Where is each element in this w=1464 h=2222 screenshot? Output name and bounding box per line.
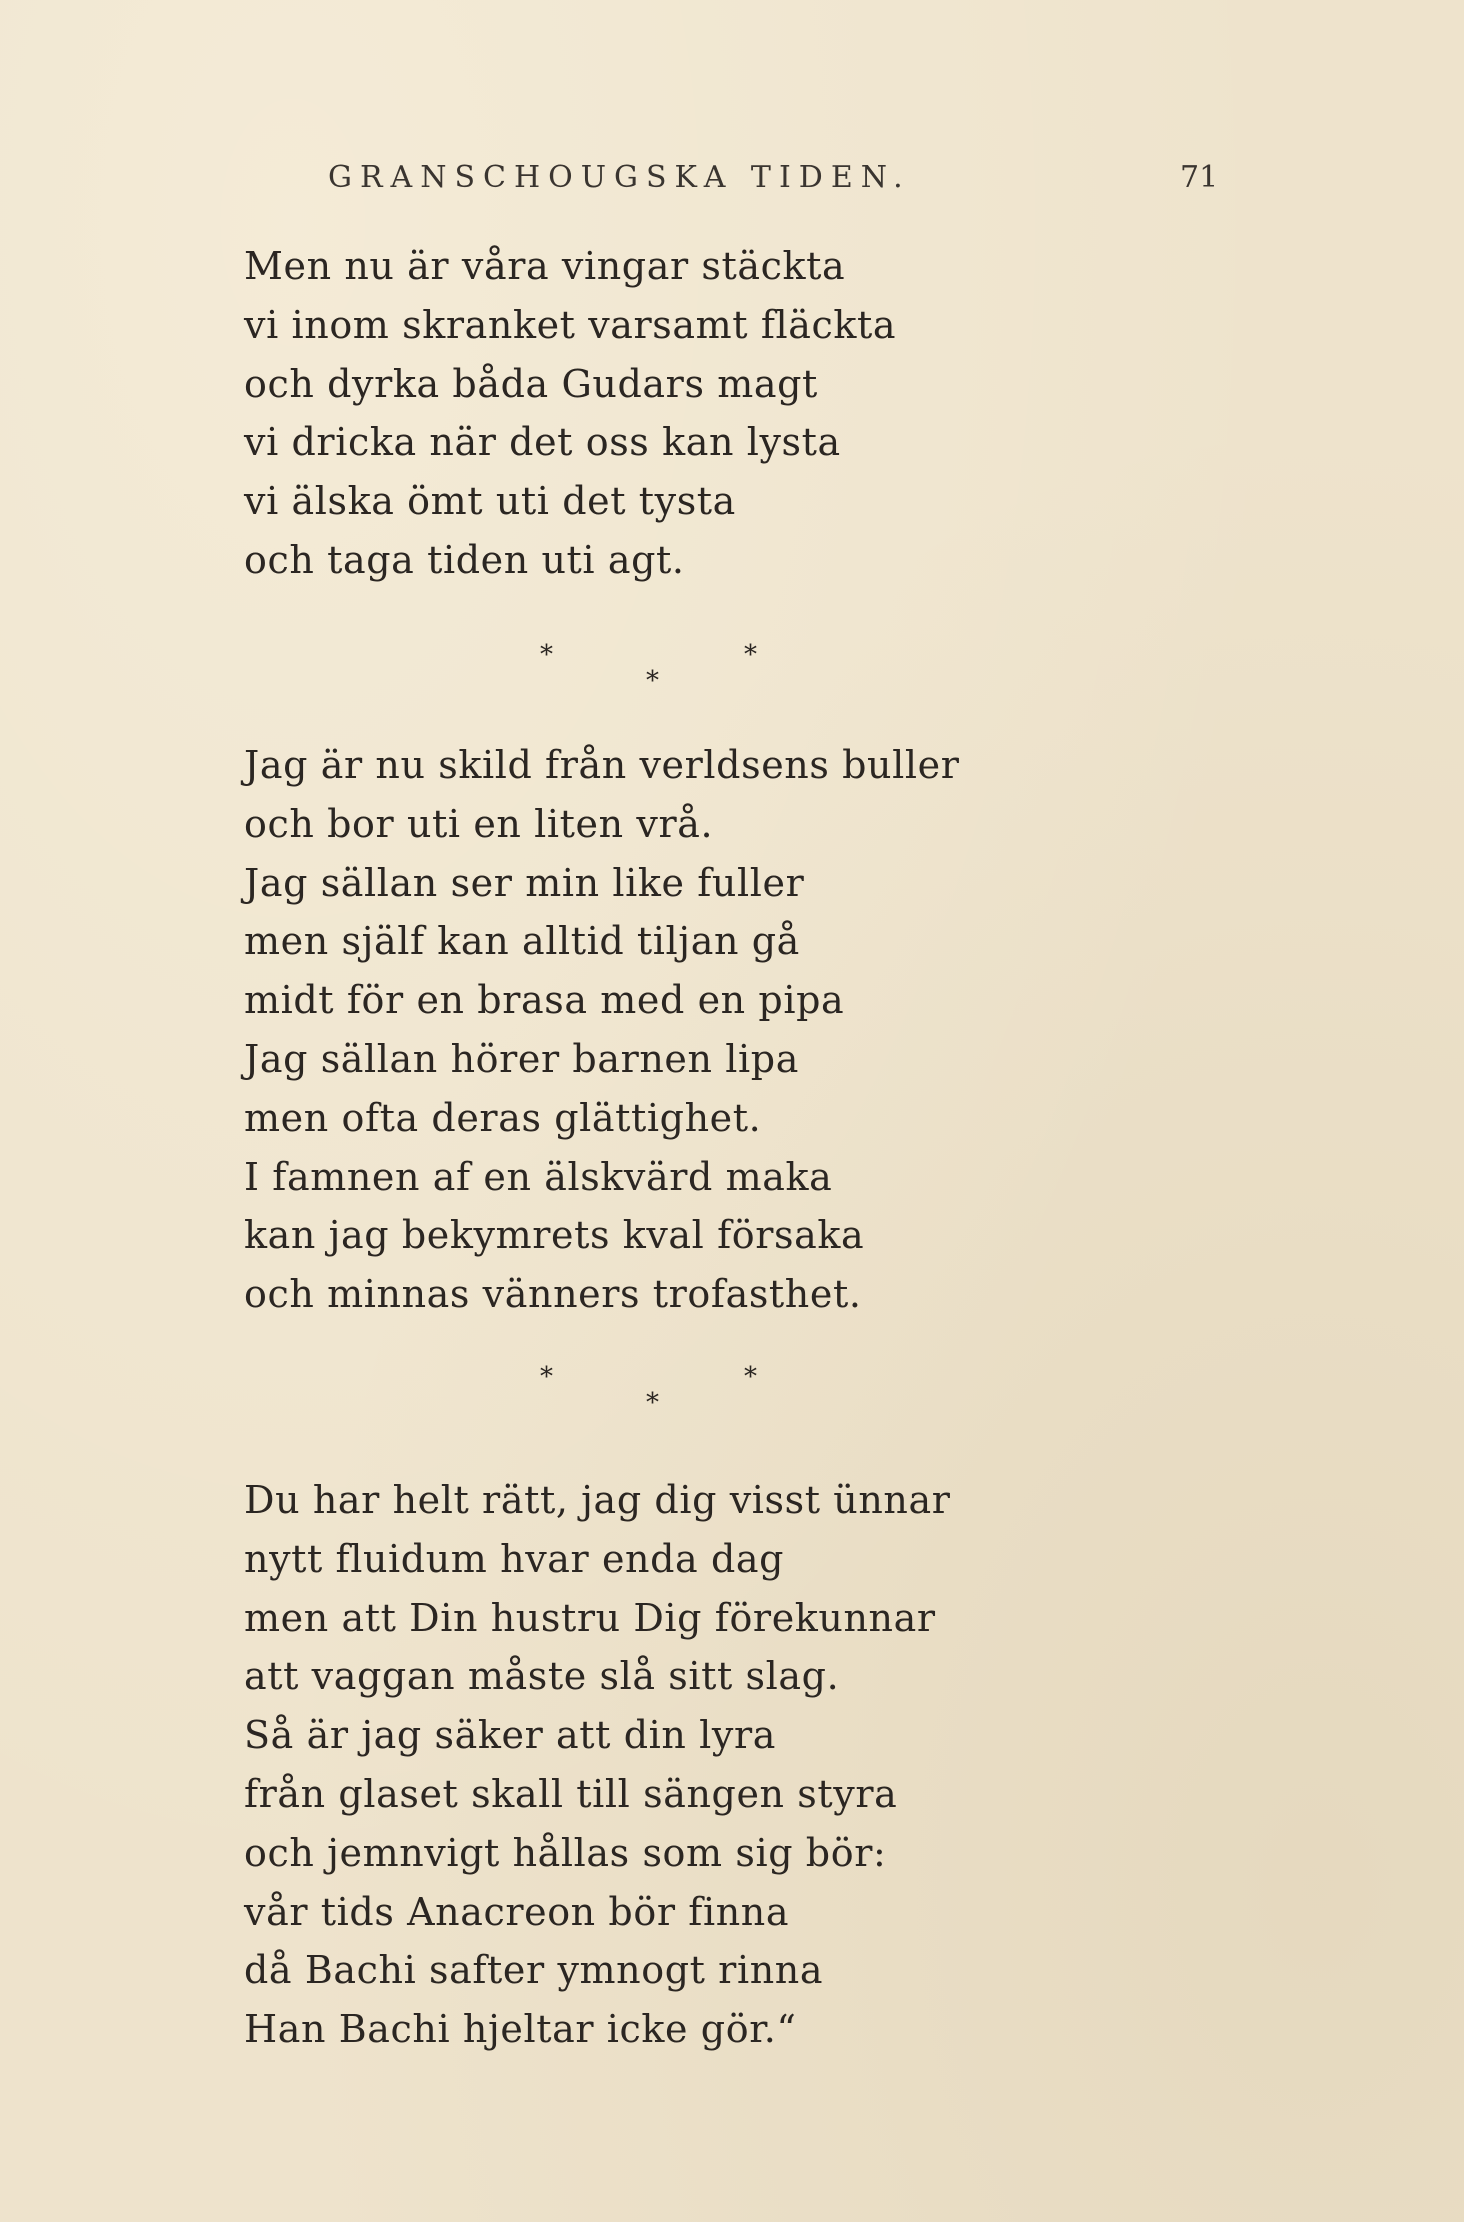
verse-line: I famnen af en älskvärd maka bbox=[244, 1154, 833, 1199]
verse-line: Men nu är våra vingar stäckta bbox=[244, 244, 846, 288]
verse-line: vi dricka när det oss kan lysta bbox=[244, 420, 841, 465]
asterism-star: * bbox=[540, 1362, 553, 1392]
asterism-divider-1 bbox=[0, 640, 1464, 700]
page-number: 71 bbox=[1180, 160, 1219, 195]
verse-line: Jag sällan ser min like fuller bbox=[244, 860, 805, 905]
verse-line: midt för en brasa med en pipa bbox=[244, 978, 845, 1023]
verse-line: men att Din hustru Dig förekunnar bbox=[244, 1595, 936, 1640]
verse-line: då Bachi safter ymnogt rinna bbox=[244, 1948, 824, 1993]
verse-line: Jag är nu skild från verldsens buller bbox=[244, 743, 960, 787]
stanza-1 bbox=[244, 237, 896, 590]
verse-line: nytt fluidum hvar enda dag bbox=[244, 1536, 785, 1581]
verse-line: och bor uti en liten vrå. bbox=[244, 801, 714, 846]
verse-line: vi älska ömt uti det tysta bbox=[244, 479, 736, 524]
verse-line: Jag sällan hörer barnen lipa bbox=[244, 1036, 799, 1081]
running-head bbox=[0, 160, 1464, 210]
verse-line: från glaset skall till sängen styra bbox=[244, 1771, 898, 1816]
asterism-star: * bbox=[540, 640, 553, 670]
asterism-star: * bbox=[646, 666, 659, 696]
verse-line: men själf kan alltid tiljan gå bbox=[244, 919, 800, 964]
verse-line: men ofta deras glättighet. bbox=[244, 1095, 762, 1140]
verse-line: vår tids Anacreon bör finna bbox=[244, 1889, 790, 1934]
asterism-divider-2 bbox=[0, 1362, 1464, 1422]
verse-line: och dyrka båda Gudars magt bbox=[244, 361, 818, 406]
stanza-3 bbox=[244, 1471, 951, 2059]
stanza-2 bbox=[244, 736, 960, 1324]
verse-line: Så är jag säker att din lyra bbox=[244, 1713, 776, 1758]
asterism-star: * bbox=[744, 640, 757, 670]
verse-line: och jemnvigt hållas som sig bör: bbox=[244, 1830, 887, 1875]
verse-line: kan jag bekymrets kval försaka bbox=[244, 1213, 865, 1258]
asterism-star: * bbox=[744, 1362, 757, 1392]
verse-line: att vaggan måste slå sitt slag. bbox=[244, 1654, 840, 1699]
verse-line: Du har helt rätt, jag dig visst ünnar bbox=[244, 1478, 951, 1522]
verse-line: Han Bachi hjeltar icke gör.“ bbox=[244, 2007, 797, 2052]
asterism-star: * bbox=[646, 1388, 659, 1418]
verse-line: och minnas vänners trofasthet. bbox=[244, 1272, 862, 1317]
verse-line: vi inom skranket varsamt fläckta bbox=[244, 302, 897, 347]
verse-line: och taga tiden uti agt. bbox=[244, 537, 685, 582]
running-title: GRANSCHOUGSKA TIDEN. bbox=[328, 160, 911, 195]
